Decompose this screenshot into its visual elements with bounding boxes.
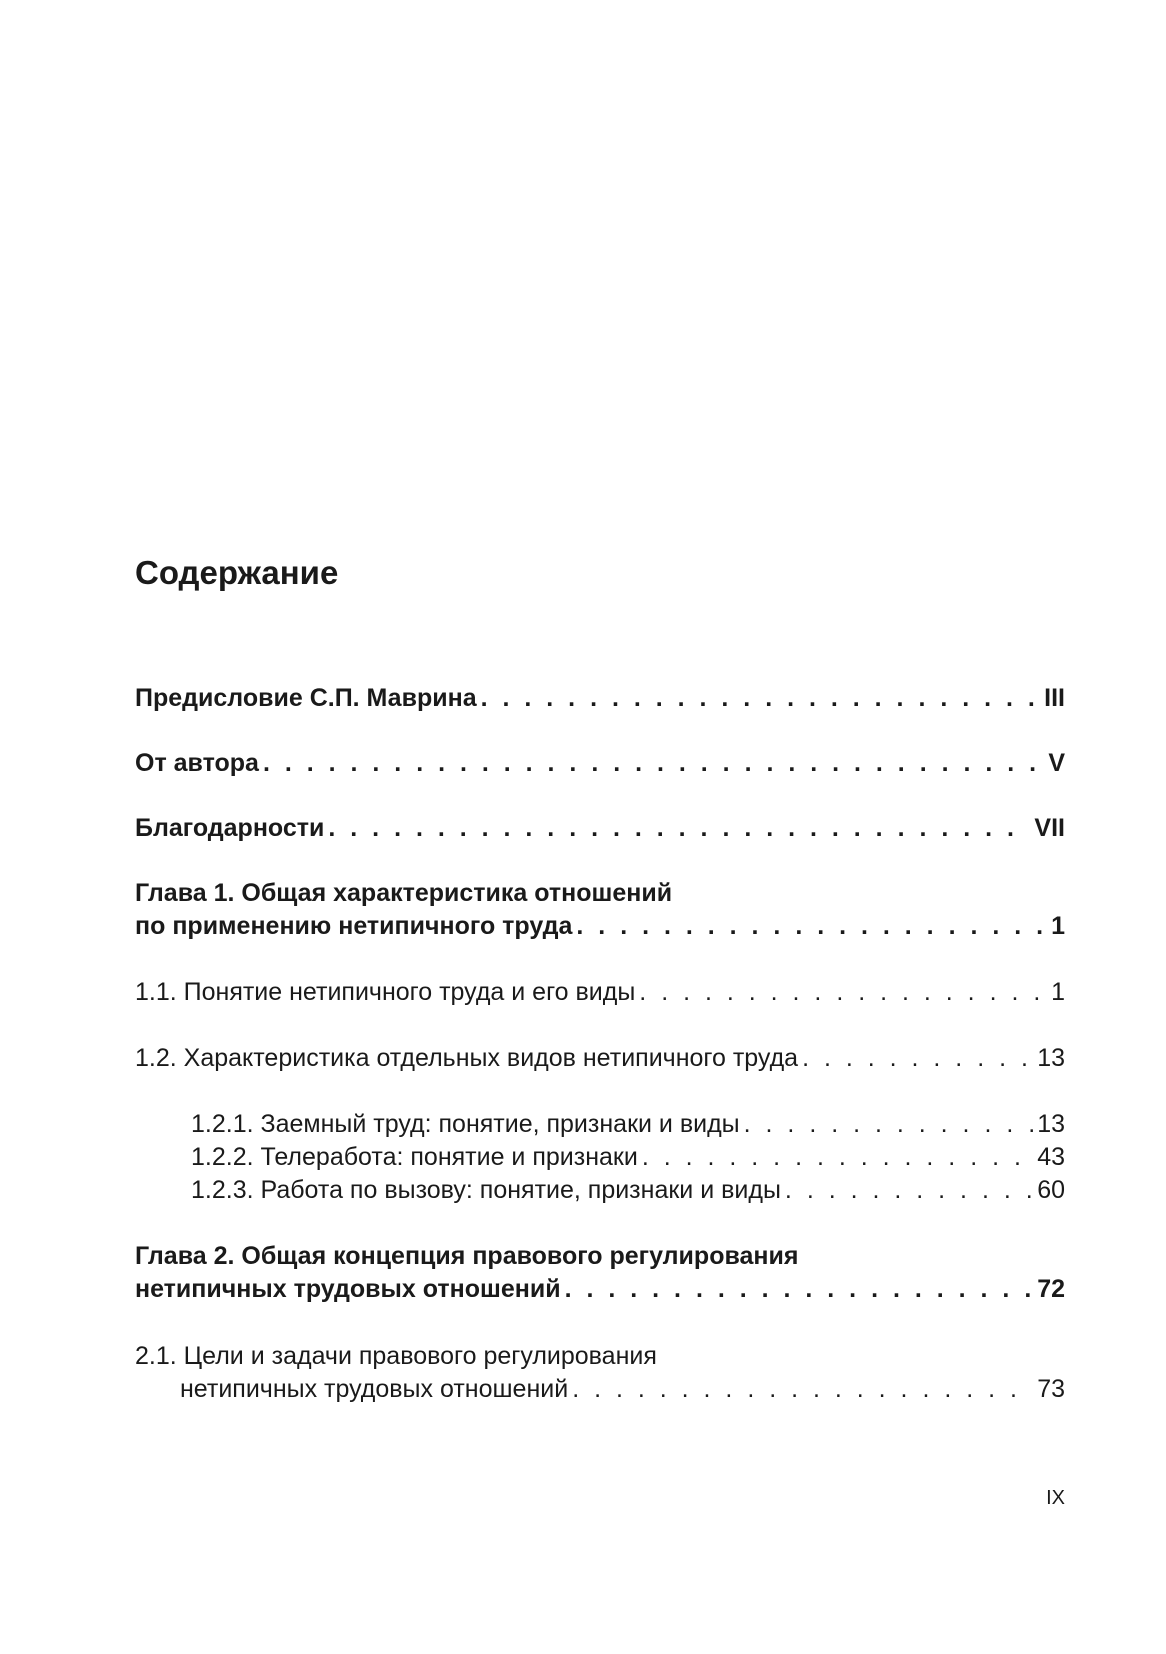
dot-leader bbox=[639, 976, 1047, 1009]
page-folio: IX bbox=[1046, 1487, 1065, 1509]
dot-leader bbox=[565, 1273, 1034, 1306]
toc-entry-label-line1: Глава 2. Общая концепция правового регулирования bbox=[135, 1242, 799, 1270]
toc-entry-label-line1: 2.1. Цели и задачи правового регулирования bbox=[135, 1342, 657, 1370]
toc-page-number: III bbox=[1044, 684, 1065, 712]
toc-entry-section-1-2-2 bbox=[191, 1141, 1065, 1174]
toc-entry-label: 1.2.1. Заемный труд: понятие, признаки и виды bbox=[191, 1110, 740, 1138]
toc-entry-section-1-2-3 bbox=[191, 1174, 1065, 1207]
toc-entry-label: Благодарности bbox=[135, 814, 325, 842]
toc-entry-label: 1.2.2. Телеработа: понятие и признаки bbox=[191, 1143, 638, 1171]
toc-entry-label-line2: нетипичных трудовых отношений bbox=[180, 1375, 569, 1403]
toc-page-number: 72 bbox=[1037, 1275, 1065, 1303]
toc-entry-chapter-1 bbox=[135, 877, 1065, 943]
toc-entry-label-line2: по применению нетипичного труда bbox=[135, 912, 573, 940]
toc-entry-preface bbox=[135, 682, 1065, 715]
dot-leader bbox=[642, 1141, 1033, 1174]
toc-entry-label: 1.1. Понятие нетипичного труда и его виды bbox=[135, 978, 636, 1006]
toc-entry-label: От автора bbox=[135, 749, 259, 777]
toc-page-number: VII bbox=[1034, 814, 1065, 842]
toc-page-number: 43 bbox=[1037, 1143, 1065, 1171]
dot-leader bbox=[572, 1373, 1033, 1406]
toc-entry-section-1-2-1 bbox=[191, 1108, 1065, 1141]
toc-page-number: 13 bbox=[1037, 1110, 1065, 1138]
dot-leader bbox=[785, 1174, 1033, 1207]
dot-leader bbox=[576, 910, 1047, 943]
toc-entry-section-2-1 bbox=[135, 1340, 1065, 1406]
toc-page-number: V bbox=[1048, 749, 1065, 777]
dot-leader bbox=[263, 747, 1044, 780]
page-title: Содержание bbox=[135, 554, 339, 591]
toc-page-number: 1 bbox=[1051, 912, 1065, 940]
toc-entry-label-line2: нетипичных трудовых отношений bbox=[135, 1275, 561, 1303]
toc-entry-label: 1.2.3. Работа по вызову: понятие, признаки и виды bbox=[191, 1176, 781, 1204]
toc-entry-from-author bbox=[135, 747, 1065, 780]
dot-leader bbox=[328, 812, 1030, 845]
toc-entry-chapter-2 bbox=[135, 1240, 1065, 1306]
toc-entry-label-line1: Глава 1. Общая характеристика отношений bbox=[135, 879, 673, 907]
toc-page-number: 1 bbox=[1051, 978, 1065, 1006]
toc-entry-section-1-2 bbox=[135, 1042, 1065, 1075]
dot-leader bbox=[802, 1042, 1033, 1075]
toc-entry-section-1-1 bbox=[135, 976, 1065, 1009]
dot-leader bbox=[744, 1108, 1034, 1141]
toc-page-number: 60 bbox=[1037, 1176, 1065, 1204]
toc-page-number: 13 bbox=[1037, 1044, 1065, 1072]
dot-leader bbox=[481, 682, 1041, 715]
toc-entry-label: Предисловие С.П. Маврина bbox=[135, 684, 477, 712]
toc-entry-acknowledgements bbox=[135, 812, 1065, 845]
toc-entry-label: 1.2. Характеристика отдельных видов нетипичного труда bbox=[135, 1044, 799, 1072]
toc-page-number: 73 bbox=[1037, 1375, 1065, 1403]
